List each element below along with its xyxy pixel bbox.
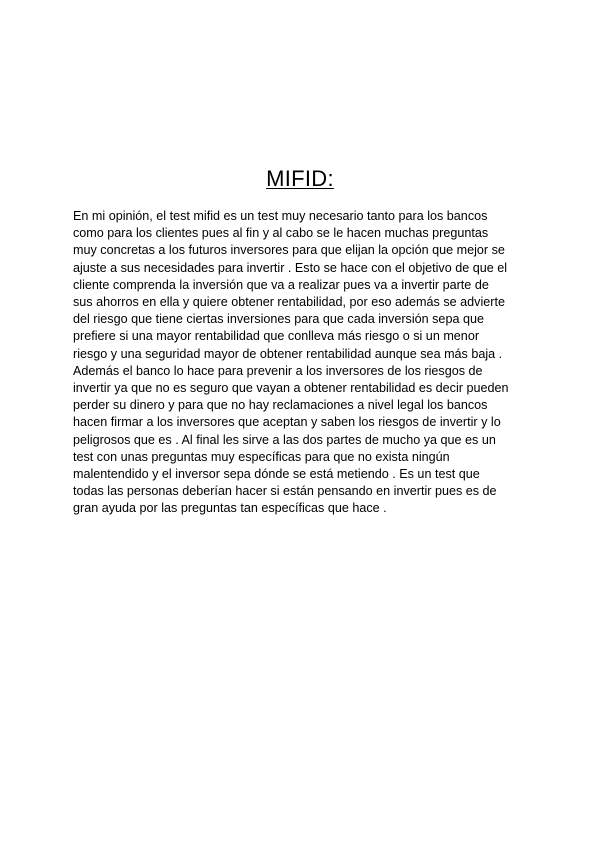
- body-paragraph: [73, 208, 533, 518]
- paragraph-line: ajuste a sus necesidades para invertir . Esto se hace con el objetivo de que el: [73, 260, 508, 275]
- paragraph-line: malentendido y el inversor sepa dónde se está metiendo . Es un test que: [73, 467, 480, 482]
- paragraph-line: test con unas preguntas muy específicas para que no exista ningún: [73, 449, 450, 464]
- paragraph-line: cliente comprenda la inversión que va a realizar pues va a invertir parte de: [73, 277, 489, 292]
- paragraph-line: riesgo y una seguridad mayor de obtener rentabilidad aunque sea más baja .: [73, 346, 503, 361]
- paragraph-line: del riesgo que tiene ciertas inversiones para que cada inversión sepa que: [73, 312, 484, 327]
- paragraph-line: invertir ya que no es seguro que vayan a obtener rentabilidad es decir pueden: [73, 381, 509, 396]
- paragraph-line: Además el banco lo hace para prevenir a los inversores de los riesgos de: [73, 363, 483, 378]
- paragraph-line: gran ayuda por las preguntas tan específicas que hace .: [73, 501, 387, 516]
- paragraph-line: todas las personas deberían hacer si están pensando en invertir pues es de: [73, 484, 497, 499]
- paragraph-line: como para los clientes pues al fin y al cabo se le hacen muchas preguntas: [73, 226, 489, 241]
- paragraph-line: muy concretas a los futuros inversores para que elijan la opción que mejor se: [73, 243, 505, 258]
- document-title: MIFID:: [266, 166, 334, 191]
- paragraph-line: sus ahorros en ella y quiere obtener rentabilidad, por eso además se advierte: [73, 295, 505, 310]
- paragraph-line: perder su dinero y para que no hay reclamaciones a nivel legal los bancos: [73, 398, 488, 413]
- paragraph-line: prefiere si una mayor rentabilidad que conlleva más riesgo o si un menor: [73, 329, 480, 344]
- paragraph-line: hacen firmar a los inversores que aceptan y saben los riesgos de invertir y lo: [73, 415, 501, 430]
- paragraph-line: peligrosos que es . Al final les sirve a las dos partes de mucho ya que es un: [73, 432, 496, 447]
- paragraph-line: En mi opinión, el test mifid es un test muy necesario tanto para los bancos: [73, 209, 488, 223]
